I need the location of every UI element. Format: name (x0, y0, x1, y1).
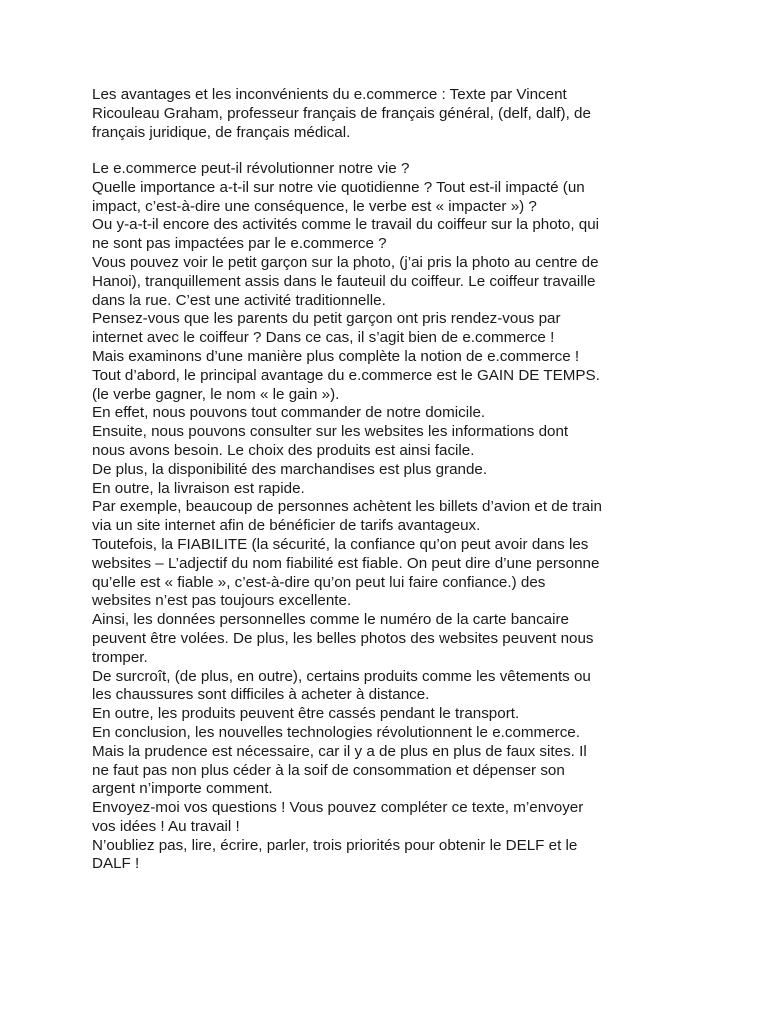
body-line: qu’elle est « fiable », c’est-à-dire qu’on peut lui faire confiance.) des (92, 573, 546, 591)
body-line: ne sont pas impactées par le e.commerce ? (92, 235, 387, 253)
body-line: Ensuite, nous pouvons consulter sur les websites les informations dont (92, 423, 569, 441)
body-line: Hanoi), tranquillement assis dans le fauteuil du coiffeur. Le coiffeur travaille (92, 272, 596, 290)
body-line: impact, c’est-à-dire une conséquence, le verbe est « impacter ») ? (92, 197, 537, 215)
body-line: websites – L’adjectif du nom fiabilité est fiable. On peut dire d’une personne (92, 554, 600, 572)
body-line: via un site internet afin de bénéficier de tarifs avantageux. (92, 517, 481, 535)
intro-paragraph (92, 86, 692, 142)
body-line: dans la rue. C’est une activité traditionnelle. (92, 291, 386, 309)
body-line: En conclusion, les nouvelles technologies révolutionnent le e.commerce. (92, 723, 580, 741)
body-line: Ou y-a-t-il encore des activités comme le travail du coiffeur sur la photo, qui (92, 216, 600, 234)
body-line: nous avons besoin. Le choix des produits est ainsi facile. (92, 441, 475, 459)
body-line: Mais la prudence est nécessaire, car il y a de plus en plus de faux sites. Il (92, 742, 587, 760)
intro-line: français juridique, de français médical. (92, 123, 351, 141)
body-line: Le e.commerce peut-il révolutionner notre vie ? (92, 160, 410, 177)
body-line: Vous pouvez voir le petit garçon sur la photo, (j’ai pris la photo au centre de (92, 253, 599, 271)
body-line: argent n’importe comment. (92, 780, 273, 798)
body-paragraph (92, 160, 692, 874)
body-line: websites n’est pas toujours excellente. (92, 592, 352, 610)
body-line: vos idées ! Au travail ! (92, 817, 240, 835)
body-line: les chaussures sont difficiles à acheter à distance. (92, 686, 430, 704)
body-line: Mais examinons d’une manière plus complète la notion de e.commerce ! (92, 347, 580, 365)
body-line: Pensez-vous que les parents du petit garçon ont pris rendez-vous par (92, 310, 561, 328)
body-line: Ainsi, les données personnelles comme le numéro de la carte bancaire (92, 611, 569, 629)
body-line: De plus, la disponibilité des marchandises est plus grande. (92, 460, 488, 478)
body-line: De surcroît, (de plus, en outre), certains produits comme les vêtements ou (92, 667, 591, 685)
body-line: tromper. (92, 648, 148, 666)
body-line: Tout d’abord, le principal avantage du e.commerce est le GAIN DE TEMPS. (92, 366, 600, 384)
body-line: internet avec le coiffeur ? Dans ce cas, il s’agit bien de e.commerce ! (92, 329, 555, 347)
body-line: (le verbe gagner, le nom « le gain »). (92, 385, 340, 403)
body-line: DALF ! (92, 855, 140, 873)
body-line: Par exemple, beaucoup de personnes achètent les billets d’avion et de train (92, 498, 602, 516)
intro-line: Ricouleau Graham, professeur français de français général, (delf, dalf), de (92, 104, 591, 122)
body-line: En outre, la livraison est rapide. (92, 479, 305, 497)
body-line: Toutefois, la FIABILITE (la sécurité, la confiance qu’on peut avoir dans les (92, 535, 589, 553)
body-line: Quelle importance a-t-il sur notre vie quotidienne ? Tout est-il impacté (un (92, 178, 585, 196)
body-line: En effet, nous pouvons tout commander de notre domicile. (92, 404, 486, 422)
body-line: N’oubliez pas, lire, écrire, parler, trois priorités pour obtenir le DELF et le (92, 836, 578, 854)
intro-line: Les avantages et les inconvénients du e.commerce : Texte par Vincent (92, 86, 567, 103)
body-line: ne faut pas non plus céder à la soif de consommation et dépenser son (92, 761, 565, 779)
body-line: peuvent être volées. De plus, les belles photos des websites peuvent nous (92, 629, 594, 647)
body-line: Envoyez-moi vos questions ! Vous pouvez compléter ce texte, m’envoyer (92, 799, 584, 817)
body-line: En outre, les produits peuvent être cassés pendant le transport. (92, 705, 520, 723)
